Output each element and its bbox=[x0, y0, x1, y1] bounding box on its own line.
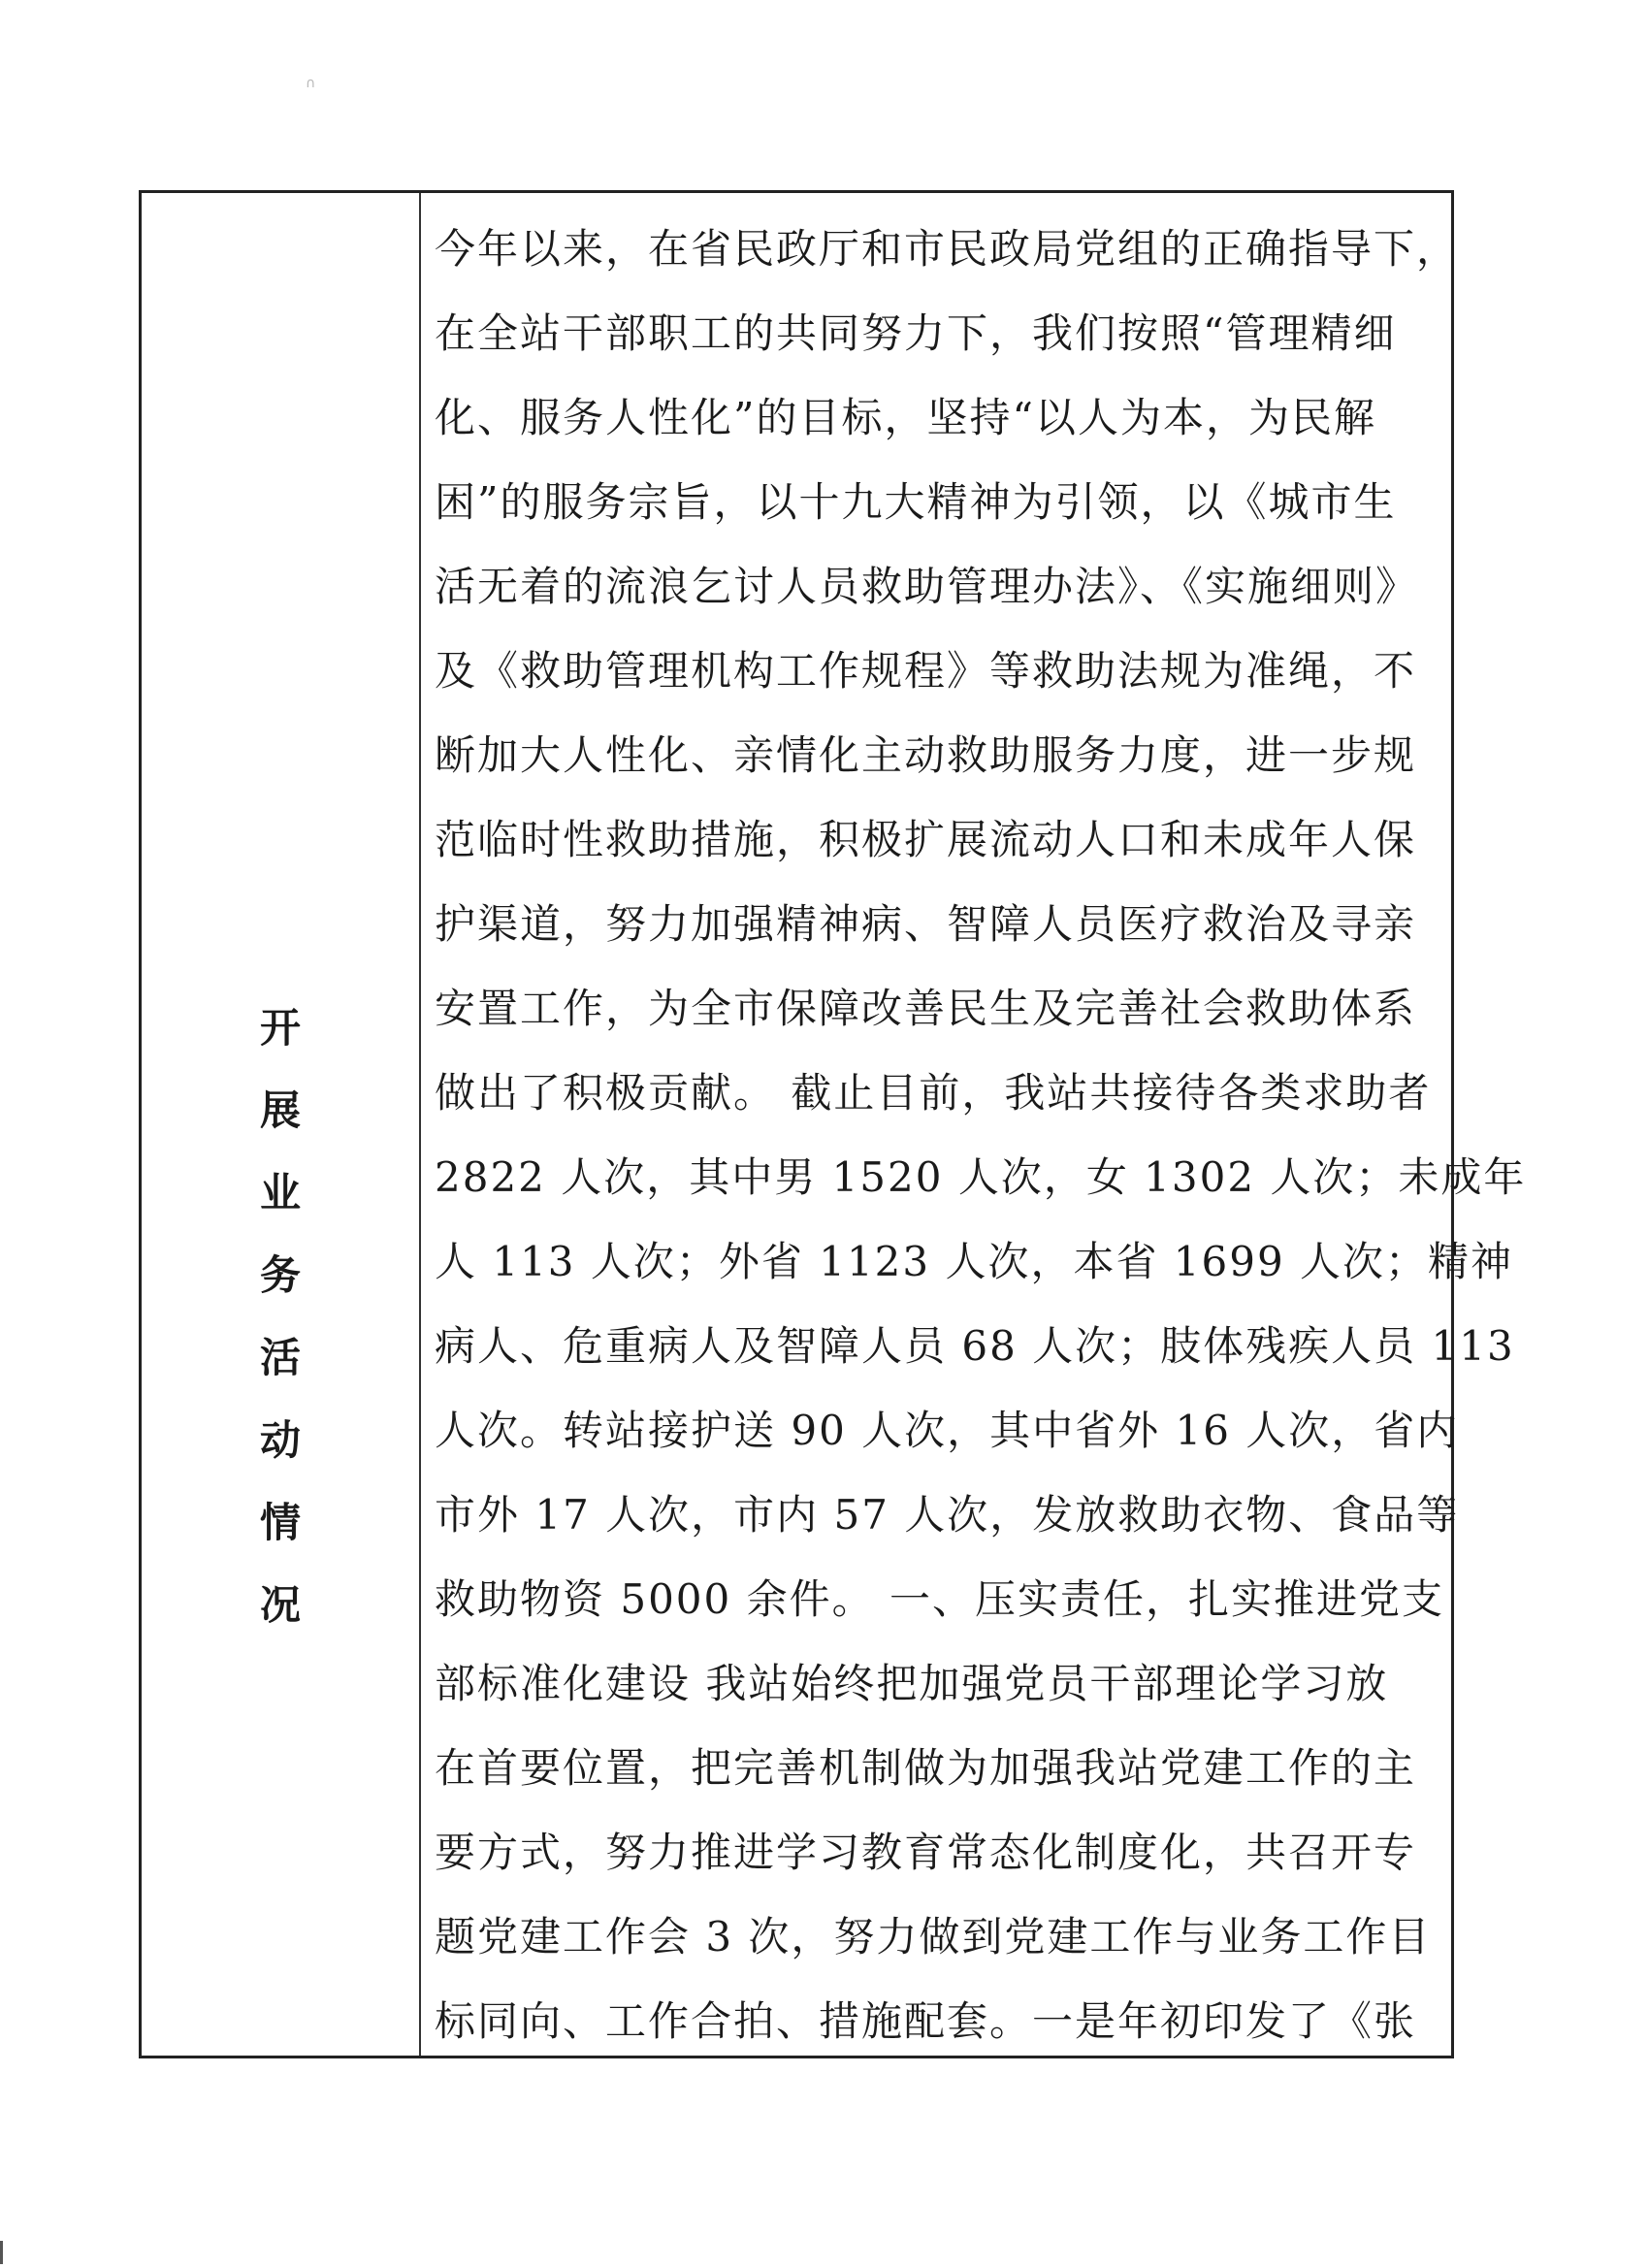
content-line: 人 113 人次；外省 1123 人次，本省 1699 人次；精神 bbox=[435, 1238, 1514, 1285]
form-table bbox=[139, 190, 1527, 2058]
label-cell bbox=[142, 193, 421, 2056]
content-line: 在首要位置，把完善机制做为加强我站党建工作的主 bbox=[435, 1744, 1417, 1792]
label-char: 动 bbox=[259, 1416, 301, 1464]
content-line: 部标准化建设 我站始终把加强党员干部理论学习放 bbox=[435, 1660, 1389, 1707]
label-char: 况 bbox=[259, 1581, 301, 1629]
page-corner-mark: ∩ bbox=[306, 76, 316, 91]
label-char: 业 bbox=[259, 1169, 301, 1216]
content-line: 护渠道，努力加强精神病、智障人员医疗救治及寻亲 bbox=[435, 900, 1417, 948]
content-line: 救助物资 5000 余件。 一、压实责任，扎实推进党支 bbox=[435, 1575, 1444, 1623]
label-char: 开 bbox=[259, 1004, 301, 1052]
content-line: 人次。转站接护送 90 人次，其中省外 16 人次，省内 bbox=[435, 1407, 1460, 1454]
label-char: 展 bbox=[259, 1086, 301, 1134]
content-line: 标同向、工作合拍、措施配套。一是年初印发了《张 bbox=[435, 1997, 1417, 2045]
scan-speck bbox=[0, 2241, 3, 2264]
content-line: 病人、危重病人及智障人员 68 人次；肢体残疾人员 113 bbox=[435, 1322, 1515, 1370]
label-char: 情 bbox=[259, 1499, 301, 1546]
content-line: 要方式，努力推进学习教育常态化制度化，共召开专 bbox=[435, 1829, 1417, 1876]
content-line: 安置工作，为全市保障改善民生及完善社会救助体系 bbox=[435, 985, 1417, 1032]
content-line: 在全站干部职工的共同努力下，我们按照“管理精细 bbox=[435, 309, 1397, 357]
section-label bbox=[142, 987, 419, 1646]
content-cell bbox=[421, 193, 1537, 2056]
content-line: 题党建工作会 3 次，努力做到党建工作与业务工作目 bbox=[435, 1913, 1432, 1960]
content-line: 今年以来，在省民政厅和市民政局党组的正确指导下， bbox=[435, 225, 1460, 273]
content-line: 及《救助管理机构工作规程》等救助法规为准绳，不 bbox=[435, 647, 1417, 695]
content-line: 断加大人性化、亲情化主动救助服务力度，进一步规 bbox=[435, 731, 1417, 779]
content-line: 做出了积极贡献。 截止目前，我站共接待各类求助者 bbox=[435, 1069, 1432, 1117]
content-line: 活无着的流浪乞讨人员救助管理办法》、《实施细则》 bbox=[435, 563, 1419, 610]
label-char: 务 bbox=[259, 1251, 301, 1299]
label-char: 活 bbox=[259, 1334, 301, 1381]
content-line: 困”的服务宗旨，以十九大精神为引领，以《城市生 bbox=[435, 478, 1397, 526]
content-line: 市外 17 人次，市内 57 人次，发放救助衣物、食品等 bbox=[435, 1491, 1460, 1539]
content-line: 范临时性救助措施，积极扩展流动人口和未成年人保 bbox=[435, 816, 1417, 863]
content-line: 化、服务人性化”的目标，坚持“以人为本，为民解 bbox=[435, 394, 1376, 441]
content-line: 2822 人次，其中男 1520 人次，女 1302 人次；未成年 bbox=[435, 1153, 1527, 1201]
